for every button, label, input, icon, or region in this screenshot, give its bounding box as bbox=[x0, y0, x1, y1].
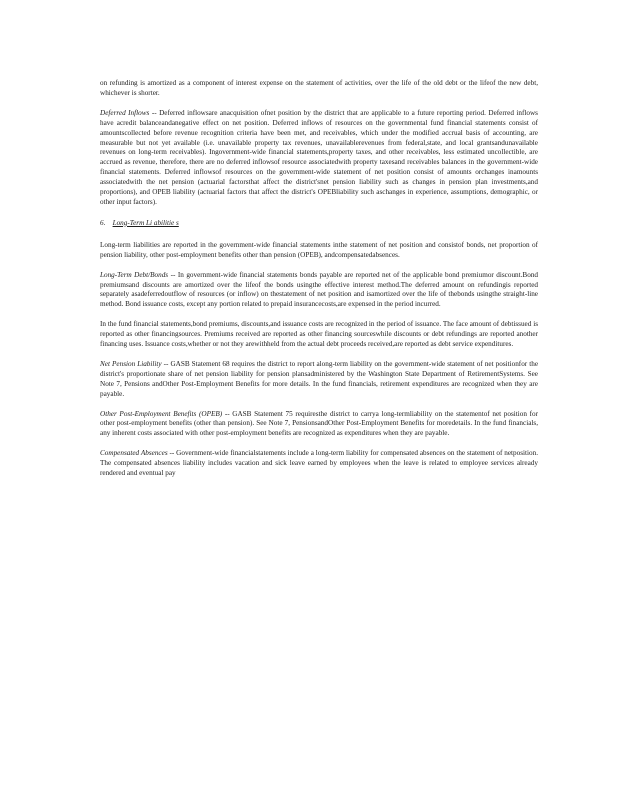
paragraph-body: on refunding is amortized as a component of interest expense on the statement of activities, over the life of the old debt or the lifeof the new debt, whichever is shorter. bbox=[100, 79, 538, 97]
paragraph-opeb bbox=[100, 410, 538, 440]
section-title: Long-Term Li abilitie s bbox=[112, 218, 179, 227]
paragraph-body: -- In government-wide financial statements bonds payable are reported net of the applicable bond premiumor discount.Bond premiumsand discounts are amortized over the lifeof the bonds usingthe effective interest method.The deferred amount on refundingis reported separately asadeferredoutflow of resources (or inflow) on thestatement of net position and isamortized over the life of thebonds usingthe straight-line method. Bond issuance costs, except any portion related to prepaid insurancecosts,are expensed in the period incurred. bbox=[100, 270, 539, 309]
paragraph-body: Long-term liabilities are reported in the government-wide financial statements inthe statement of net position and consistof bonds, net proportion of pension liability, other post-employment benefits other than pension (OPEB), andcompensatedabsences. bbox=[100, 240, 538, 259]
paragraph-refunding-continued bbox=[100, 79, 538, 99]
document-page bbox=[100, 79, 538, 489]
paragraph-long-term-debt bbox=[100, 271, 538, 311]
paragraph-net-pension-liability bbox=[100, 360, 538, 400]
paragraph-lead-term: Long-Term Debt/Bonds bbox=[100, 270, 169, 279]
section-heading bbox=[100, 219, 538, 229]
paragraph-compensated-absences bbox=[100, 449, 538, 479]
paragraph-deferred-inflows bbox=[100, 109, 538, 208]
section-number: 6. bbox=[100, 218, 106, 227]
paragraph-lead-term: Net Pension Liability bbox=[100, 359, 162, 368]
paragraph-body: -- Deferred inflowsare anacquisition ofnet position by the district that are applicable to a future reporting period. Deferred inflows have acredit balanceandanegative effect on net position. Deferred inflows of resources on the governmental fund financial statements consist of amountscollected before revenue recognition criteria have been met, and receivables, which under the modified accrual basis of accounting, are measurable but not yet available (i.e. unavailable property tax revenues, unavailablerevenues from federal,state, and local grantsandunavailable revenues on long-term receivables). Ingovernment-wide financial statements,property taxes, and other receivables, less estimated uncollectible, are accrued as revenue, therefore, there are no deferred inflowsof resource associatedwith property taxesand receivables balances in the government-wide financial statements. Deferred inflowsof resources on the government-wide statement of net position consist of amounts orchanges inamounts associatedwith the net pension (actuarial factorsthat affect the district'snet pension liability such as changes in pension plan investments,and proportions), and OPEB liability (actuarial factors that affect the district's OPEBliability such aschanges in experience, assumptions, demographic, or other input factors). bbox=[100, 108, 538, 206]
paragraph-lead-term: Compensated Absences bbox=[100, 449, 168, 458]
paragraph-long-term-liabilities bbox=[100, 241, 538, 261]
paragraph-body: -- GASB Statement 68 requires the district to report along-term liability on the government-wide statement of net positionfor the district's proportionate share of net pension liability for pension plansadministered by the Washington State Department of RetirementSystems. See Note 7, Pensions andOther Post-Employment Benefits for more details. In the fund financials, retirement expenditures are recognized when they are payable. bbox=[100, 359, 539, 398]
paragraph-body: -- GASB Statement 75 requiresthe district to carrya long-termliability on the statementof net position for other post-employment benefits (other than pension). See Note 7, PensionsandOther Post-Employment Benefits for moredetails. In the fund financials, any inherent costs associated with other post-employment benefits are recognized as expenditures when they are payable. bbox=[100, 409, 539, 438]
paragraph-fund-financial-statements bbox=[100, 320, 538, 350]
paragraph-lead-term: Other Post-Employment Benefits (OPEB) bbox=[100, 409, 223, 418]
paragraph-lead-term: Deferred Inflows bbox=[100, 108, 150, 117]
paragraph-body: In the fund financial statements,bond premiums, discounts,and issuance costs are recognized in the period of issuance. The face amount of debtissued is reported as other financingsources. Premiums received are reported as other financing sourceswhile discounts or debt refundings are reported another financing uses. Issuance costs,whether or not they arewithheld from the actual debt proceeds received,are reported as debt service expenditures. bbox=[100, 320, 538, 349]
paragraph-body: -- Government-wide financialstatements include a long-term liability for compensated absences on the statement of netposition. The compensated absences liability includes vacation and sick leave earned by employees when the leave is related to employee services already rendered and eventual pay bbox=[100, 449, 538, 478]
